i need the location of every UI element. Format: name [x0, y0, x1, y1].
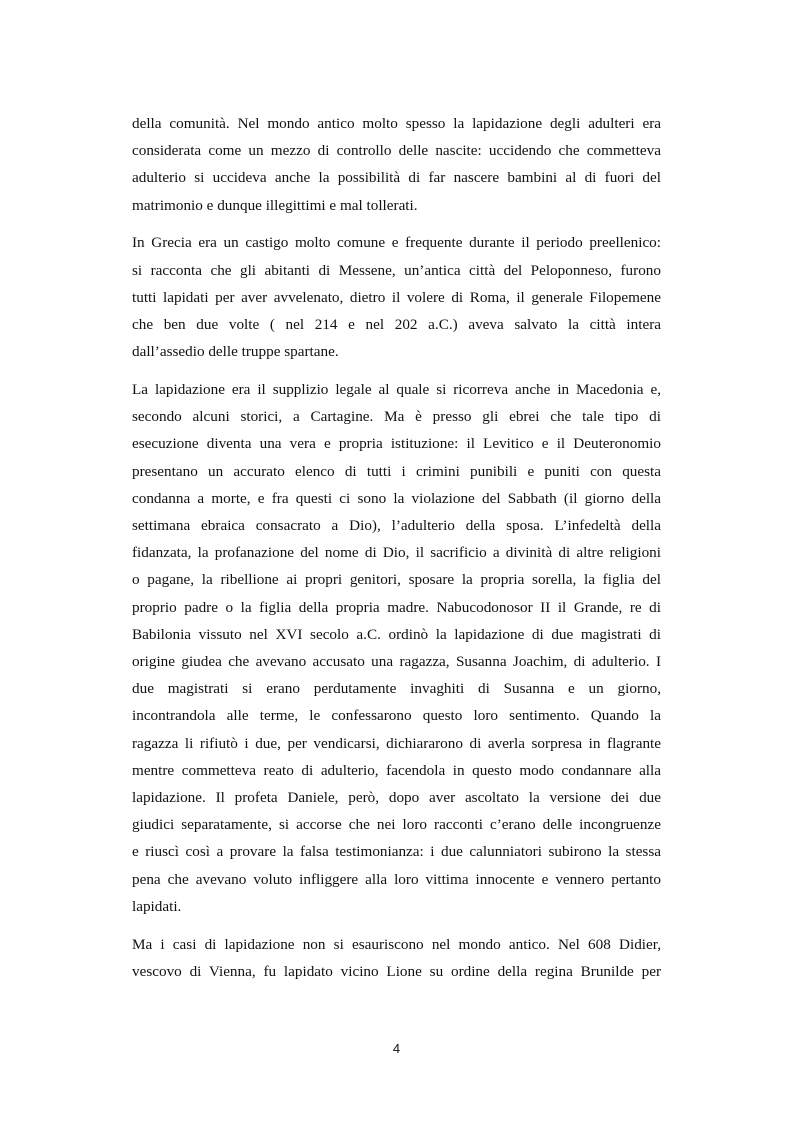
text-line: condanna a morte, e fra questi ci sono la violazione del Sabbath (il giorno della — [132, 489, 661, 507]
paragraph — [132, 376, 661, 920]
paragraph — [132, 931, 661, 985]
text-line: proprio padre o la figlia della propria madre. Nabucodonosor II il Grande, re di — [132, 598, 661, 616]
text-line: lapidazione. Il profeta Daniele, però, dopo aver ascoltato la versione dei due — [132, 789, 661, 807]
text-line: o pagane, la ribellione ai propri genitori, sposare la propria sorella, la figlia del — [132, 571, 661, 589]
text-line: In Grecia era un castigo molto comune e frequente durante il periodo preellenico: — [132, 234, 661, 252]
page-number: 4 — [392, 1041, 401, 1056]
text-line: La lapidazione era il supplizio legale al quale si ricorreva anche in Macedonia e, — [132, 381, 661, 399]
text-line: mentre commetteva reato di adulterio, facendola in questo modo condannare alla — [132, 761, 661, 779]
text-line: si racconta che gli abitanti di Messene, un’antica città del Peloponneso, furono — [132, 261, 661, 279]
text-line: esecuzione diventa una vera e propria istituzione: il Levitico e il Deuteronomio — [132, 435, 661, 453]
body-text — [132, 110, 661, 985]
text-line: dall’assedio delle truppe spartane. — [132, 343, 339, 361]
text-line: considerata come un mezzo di controllo delle nascite: uccidendo che commetteva — [132, 142, 661, 160]
text-line: secondo alcuni storici, a Cartagine. Ma è presso gli ebrei che tale tipo di — [132, 408, 661, 426]
text-line: origine giudea che avevano accusato una ragazza, Susanna Joachim, di adulterio. I — [132, 653, 661, 671]
text-line: incontrandola alle terme, le confessarono questo loro sentimento. Quando la — [132, 707, 661, 725]
text-line: lapidati. — [132, 897, 182, 915]
text-line: che ben due volte ( nel 214 e nel 202 a.C.) aveva salvato la città intera — [132, 316, 661, 334]
text-line: Ma i casi di lapidazione non si esauriscono nel mondo antico. Nel 608 Didier, — [132, 935, 661, 953]
text-line: e riuscì così a provare la falsa testimonianza: i due calunniatori subirono la stessa — [132, 843, 661, 861]
text-line: ragazza li rifiutò i due, per vendicarsi, dichiararono di averla sorpresa in flagrante — [132, 734, 661, 752]
paragraph — [132, 110, 661, 219]
text-line: della comunità. Nel mondo antico molto spesso la lapidazione degli adulteri era — [132, 115, 661, 132]
text-line: due magistrati si erano perdutamente invaghiti di Susanna e un giorno, — [132, 680, 661, 698]
text-line: presentano un accurato elenco di tutti i crimini punibili e puniti con questa — [132, 462, 661, 480]
text-line: Babilonia vissuto nel XVI secolo a.C. ordinò la lapidazione di due magistrati di — [132, 625, 661, 643]
text-line: tutti lapidati per aver avvelenato, dietro il volere di Roma, il generale Filopemene — [132, 288, 661, 306]
text-line: pena che avevano voluto infliggere alla loro vittima innocente e vennero pertanto — [132, 870, 661, 888]
text-line: settimana ebraica consacrato a Dio), l’adulterio della sposa. L’infedeltà della — [132, 517, 661, 535]
text-line: vescovo di Vienna, fu lapidato vicino Lione su ordine della regina Brunilde per — [132, 962, 661, 980]
paragraph — [132, 229, 661, 365]
text-line: matrimonio e dunque illegittimi e mal tollerati. — [132, 196, 418, 214]
text-line: giudici separatamente, si accorse che nei loro racconti c’erano delle incongruenze — [132, 816, 661, 834]
text-line: fidanzata, la profanazione del nome di Dio, il sacrificio a divinità di altre religioni — [132, 544, 661, 562]
text-line: adulterio si uccideva anche la possibilità di far nascere bambini al di fuori del — [132, 169, 661, 187]
